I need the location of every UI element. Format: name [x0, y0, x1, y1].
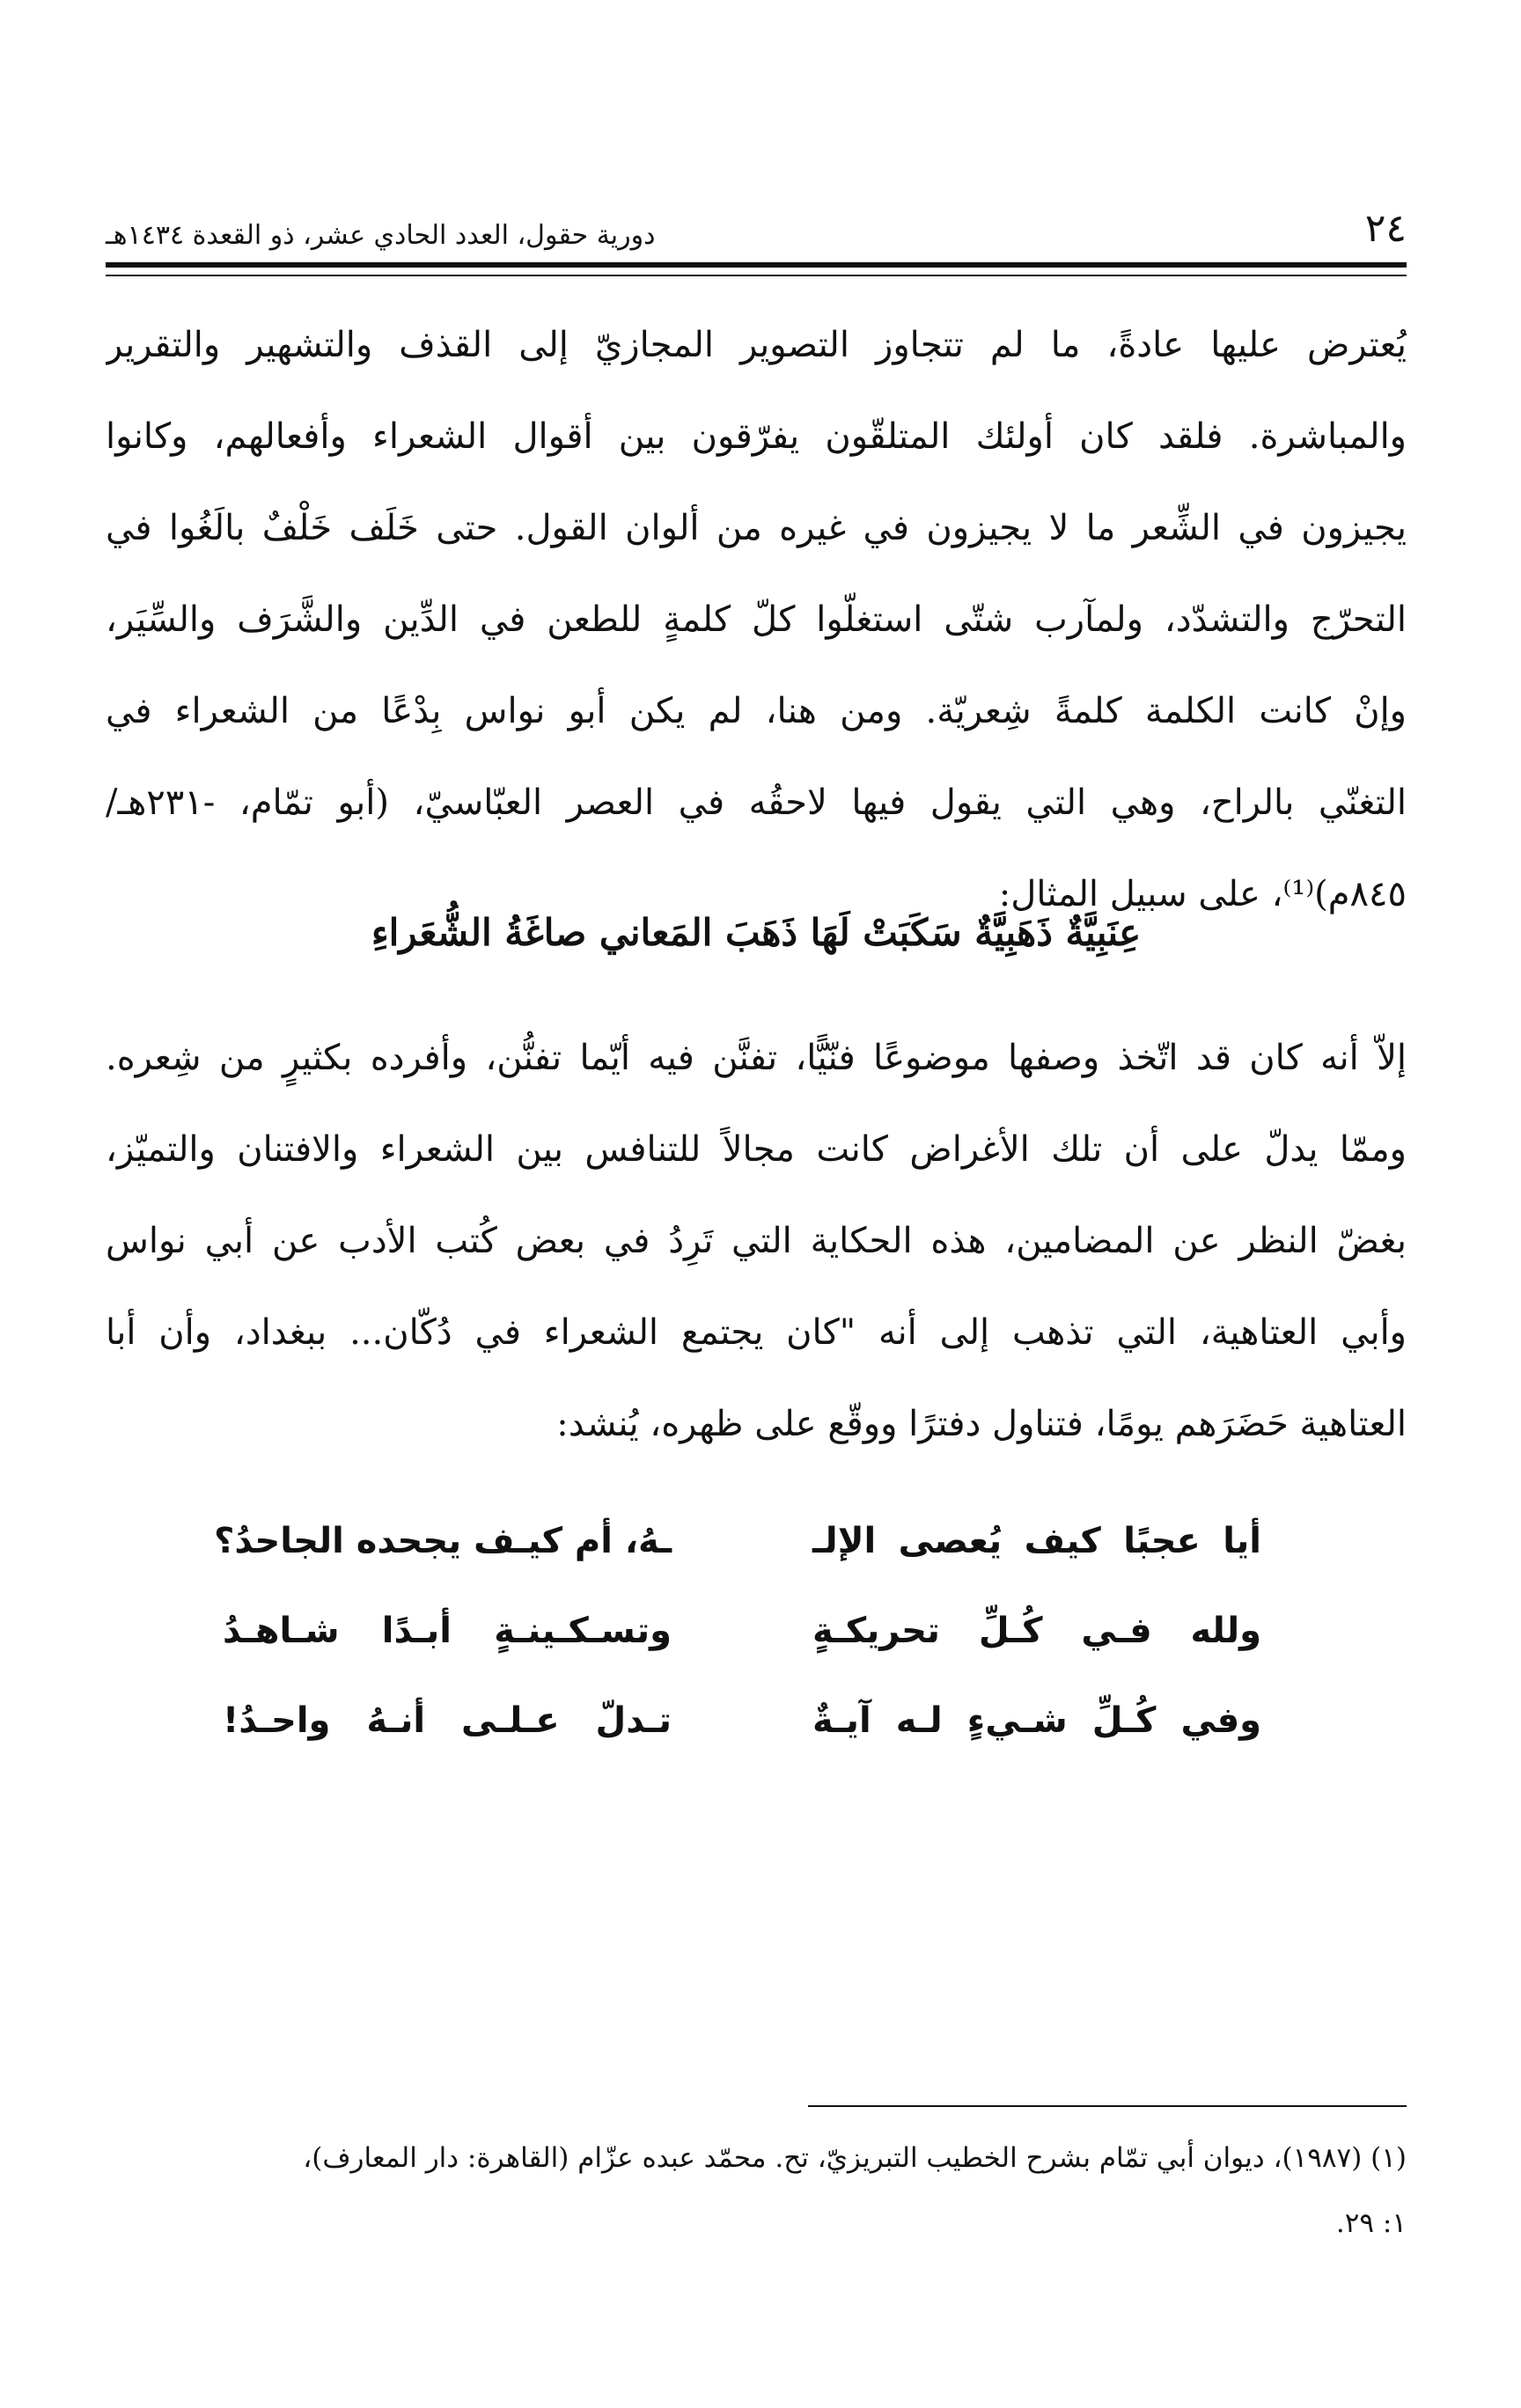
footnote-line: (١) (١٩٨٧)، ديوان أبي تمّام بشرح الخطيب التبريزيّ، تح. محمّد عبده عزّام (القاهرة: دار المعارف)،	[303, 2142, 1407, 2174]
text-line: بغضّ النظر عن المضامين، هذه الحكاية التي تَرِدُ في بعض كُتب الأدب عن أبي نواس	[106, 1221, 1407, 1261]
header-rule-thin	[106, 275, 1407, 276]
running-head: دورية حقول، العدد الحادي عشر، ذو القعدة ١٤٣٤هـ	[106, 220, 656, 251]
text-line: يُعترض عليها عادةً، ما لم تتجاوز التصوير المجازيّ إلى القذف والتشهير والتقرير	[106, 325, 1407, 365]
hemistich-first: وفي كُـلِّ شـيءٍ لـه آيـةٌ	[812, 1700, 1261, 1741]
text-line: وإنْ كانت الكلمة كلمةً شِعريّة. ومن هنا، لم يكن أبو نواس بِدْعًا من الشعراء في	[106, 691, 1407, 731]
text-line: التحرّج والتشدّد، ولمآرب شتّى استغلّوا كلّ كلمةٍ للطعن في الدِّين والشَّرَف والسِّيَر،	[106, 599, 1407, 640]
hemistich-second: وتسـكـينـةٍ أبـدًا شـاهـدُ	[223, 1611, 672, 1651]
poem-verse	[223, 1676, 1261, 1766]
text-line: العتاهية حَضَرَهم يومًا، فتناول دفترًا ووقّع على ظهره، يُنشد:	[556, 1404, 1407, 1444]
paragraph-2	[106, 1012, 1407, 1470]
text-line: التغنّي بالراح، وهي التي يقول فيها لاحقُه في العصر العبّاسيّ، (أبو تمّام، -٢٣١هـ/	[106, 782, 1407, 823]
page-header	[106, 198, 1407, 251]
poem-verse	[223, 1586, 1261, 1676]
header-rule-thick	[106, 262, 1407, 268]
paragraph-1	[106, 299, 1407, 940]
hemistich-first: ولله فـي كُـلِّ تحريكـةٍ	[812, 1611, 1261, 1651]
hemistich-second: تـدلّ عـلـى أنـهُ واحـدُ!	[223, 1700, 672, 1741]
poem-verse	[214, 1496, 1261, 1586]
text-line: يجيزون في الشِّعر ما لا يجيزون في غيره من ألوان القول. حتى خَلَف خَلْفٌ بالَغُوا في	[106, 508, 1407, 548]
poem	[214, 1496, 1261, 1766]
text-line: ٨٤٥م)⁽¹⁾، على سبيل المثال:	[998, 874, 1407, 914]
quoted-verse: عِنَبِيَّةٌ ذَهَبِيَّةٌ سَكَبَتْ لَهَا ذَهَبَ المَعاني صاغَةُ الشُّعَراءِ	[371, 911, 1142, 954]
footnote	[106, 2125, 1407, 2256]
text-line: وأبي العتاهية، التي تذهب إلى أنه "كان يجتمع الشعراء في دُكّان... ببغداد، وأن أبا	[106, 1312, 1407, 1353]
hemistich-second: ـهُ، أم كيـف يجحده الجاحدُ؟	[214, 1521, 672, 1561]
text-line: والمباشرة. فلقد كان أولئك المتلقّون يفرّقون بين أقوال الشعراء وأفعالهم، وكانوا	[106, 416, 1407, 457]
text-line: إلاّ أنه كان قد اتّخذ وصفها موضوعًا فنّيًّا، تفنَّن فيه أيّما تفنُّن، وأفرده بكثيرٍ من شِعره.	[106, 1038, 1407, 1078]
hemistich-first: أيا عجبًا كيف يُعصى الإلـ	[812, 1521, 1261, 1561]
page-number: ٢٤	[1364, 206, 1407, 251]
footnote-line: ١: ٢٩.	[1335, 2207, 1407, 2239]
footnote-rule	[808, 2105, 1407, 2107]
text-line: وممّا يدلّ على أن تلك الأغراض كانت مجالاً للتنافس بين الشعراء والافتنان والتميّز،	[106, 1129, 1407, 1170]
